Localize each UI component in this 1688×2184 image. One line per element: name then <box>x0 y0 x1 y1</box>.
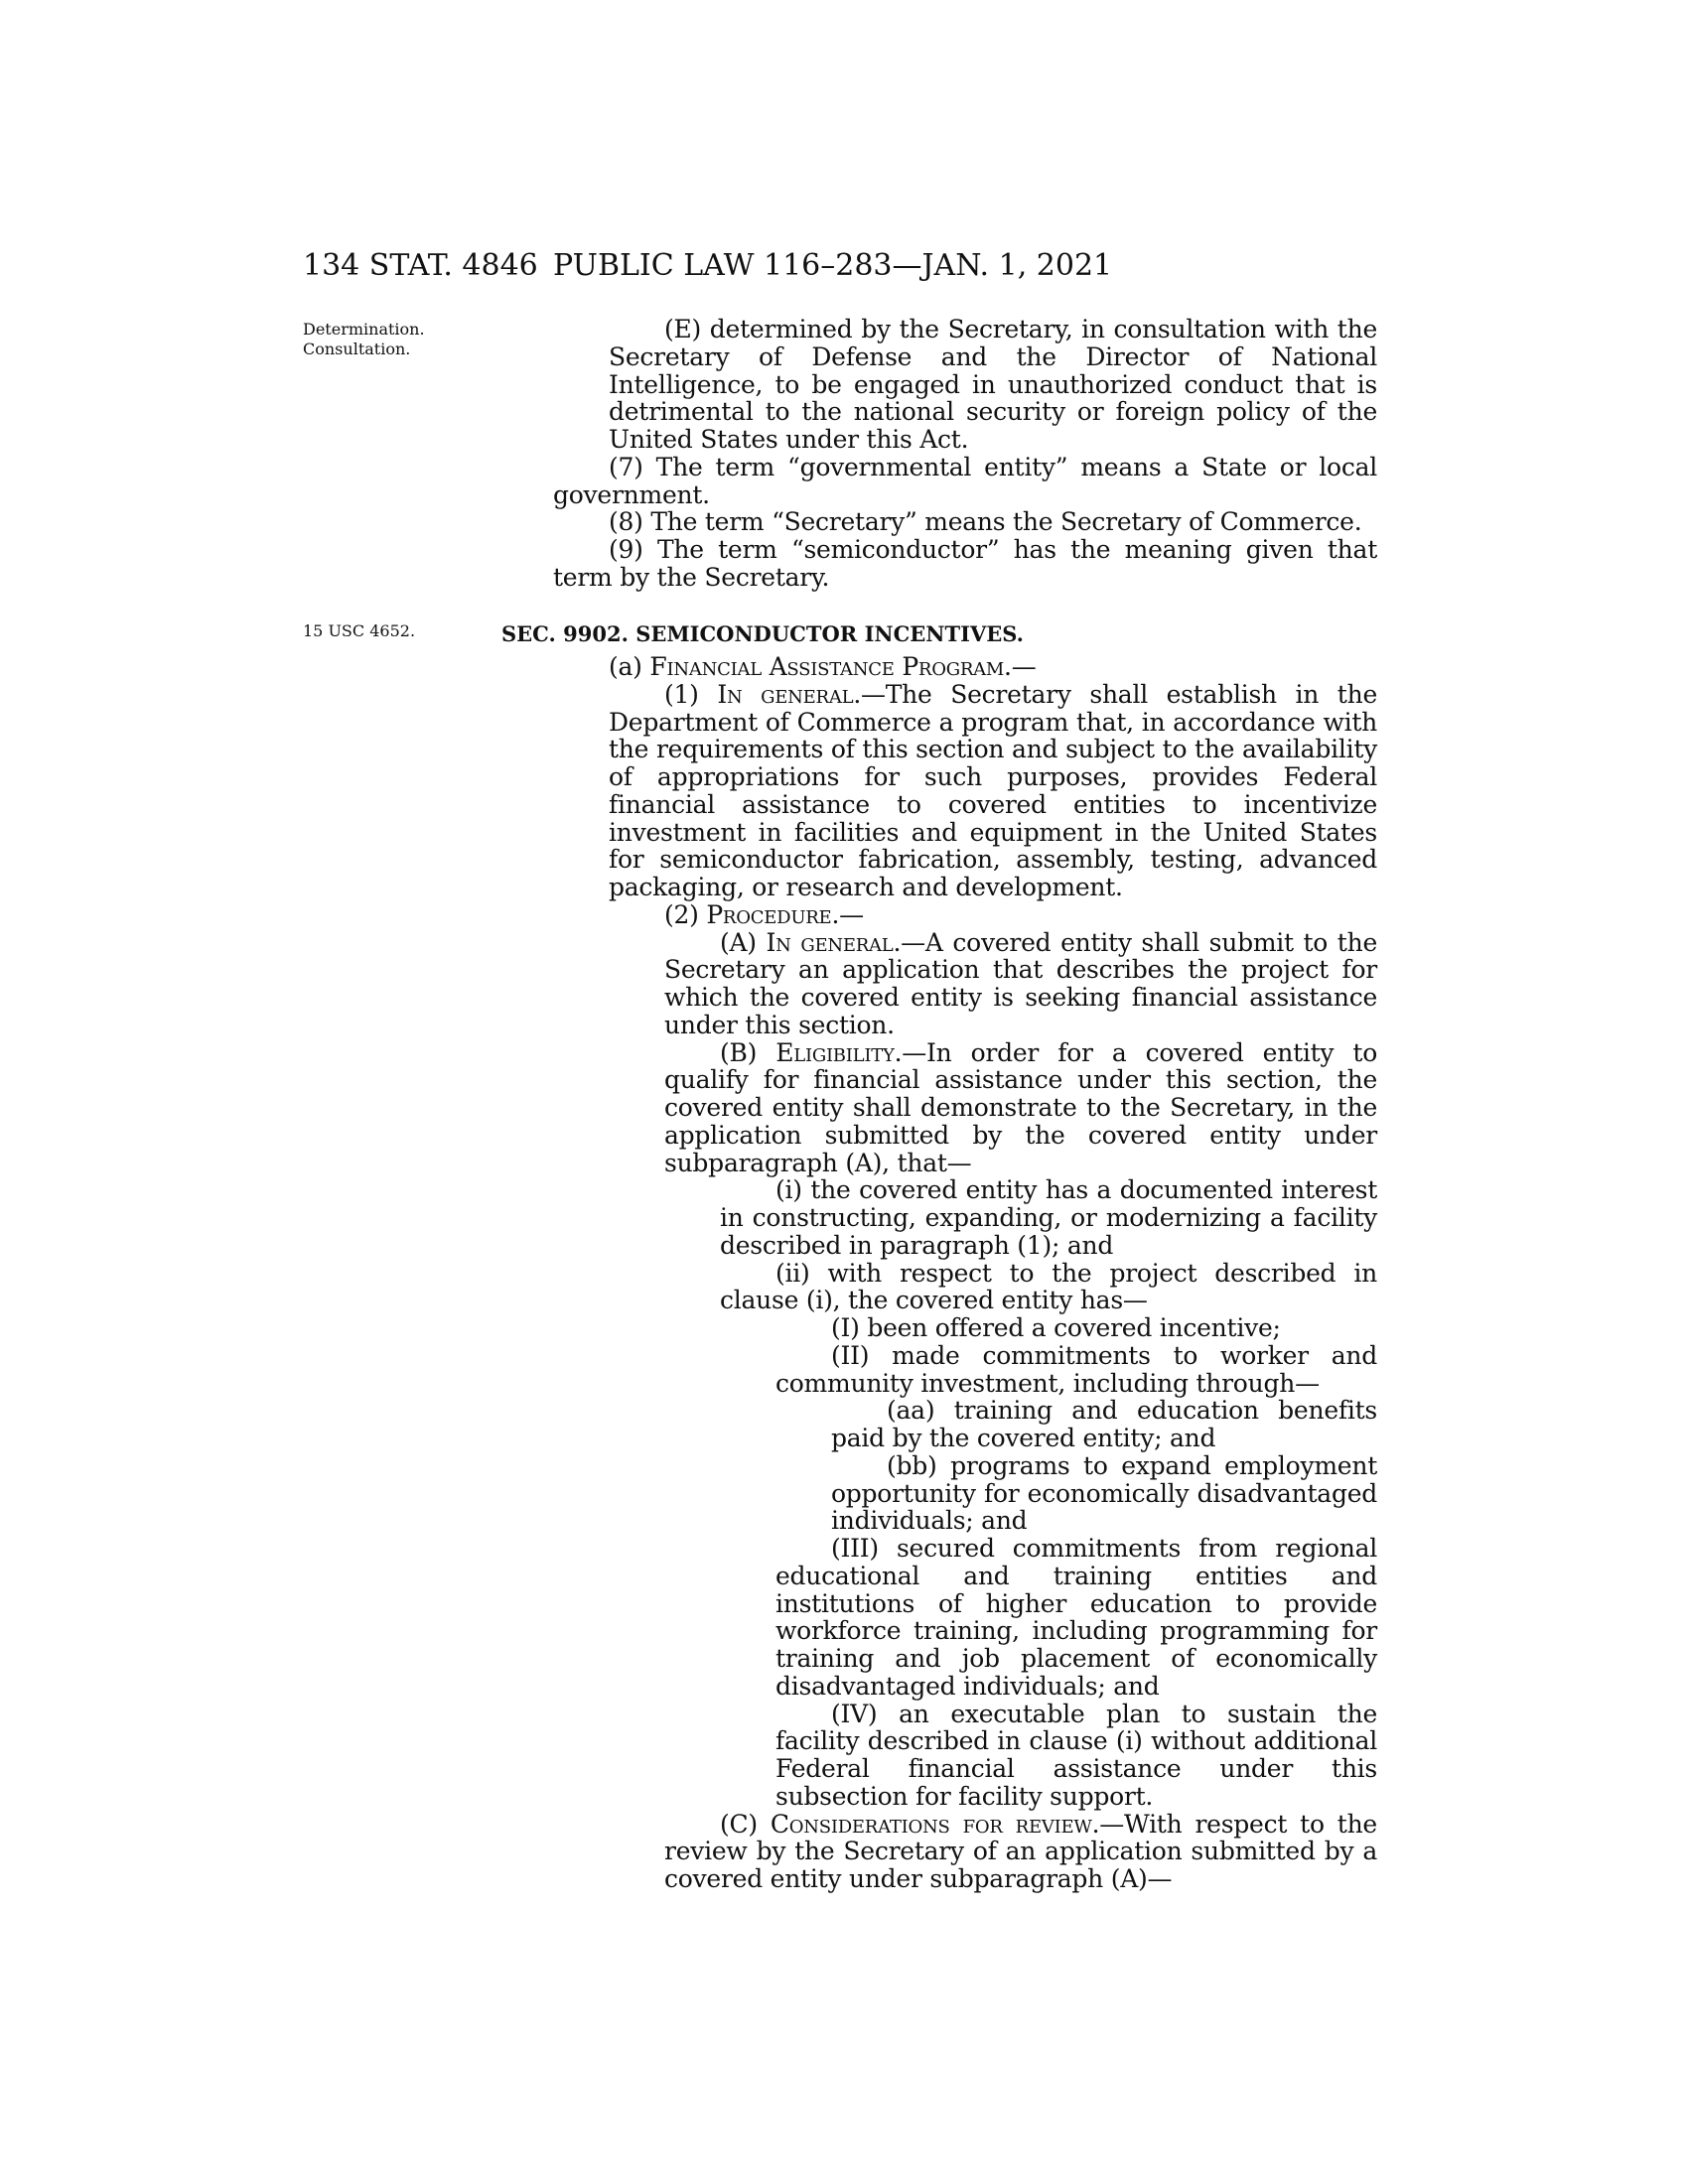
clause-e: (E) determined by the Secretary, in consultation with the Secretary of Defense and the Director of National Intelligence, to be engaged in unauthorized conduct that is detrimental to the national security or foreign policy of the United States under this Act. <box>609 315 1377 454</box>
subparagraph-b-number: (B) <box>720 1037 776 1067</box>
paragraph-2-title: Procedure. <box>706 899 840 929</box>
subsection-a-heading <box>553 653 1377 681</box>
paragraph-2-dash: — <box>839 899 864 929</box>
subparagraph-a-heading: In general <box>766 927 894 957</box>
subparagraph-c <box>553 1811 1377 1893</box>
paragraph-1 <box>553 681 1377 901</box>
margin-note-usc-citation: 15 USC 4652. <box>303 621 416 640</box>
subclause-IV: (IV) an executable plan to sustain the facility described in clause (i) without additional Federal financial assistance under this subsection for facility support. <box>775 1699 1377 1811</box>
section-body <box>553 653 1377 1893</box>
subparagraph-b <box>553 1039 1377 1177</box>
subparagraph-c-heading: Considerations for review <box>770 1809 1092 1839</box>
subparagraph-b-heading: Eligibility <box>775 1037 895 1067</box>
definition-7: (7) The term “governmental entity” means a State or local government. <box>553 452 1377 509</box>
margin-note-consultation: Consultation. <box>303 340 411 358</box>
clause-ii: (ii) with respect to the project described in clause (i), the covered entity has— <box>720 1258 1377 1315</box>
continued-definitions <box>553 316 1377 592</box>
subsection-a-dash: — <box>1011 652 1037 681</box>
item-aa: (aa) training and education benefits paid by the covered entity; and <box>831 1396 1377 1452</box>
subparagraph-c-text: .—With respect to the review by the Secretary of an application submitted by a covered entity under subparagraph (A)— <box>664 1809 1377 1893</box>
subparagraph-a <box>553 929 1377 1039</box>
page-header-title: PUBLIC LAW 116–283—JAN. 1, 2021 <box>553 248 1113 283</box>
paragraph-1-text: .—The Secretary shall establish in the Department of Commerce a program that, in accordance with the requirements of this section and subject to the availability of appropriations for such purposes, provides Federal financial assistance to covered entities to incentivize investment in facilities and equipment in the United States for semiconductor fabrication, assembly, testing, advanced packaging, or research and development. <box>609 679 1378 901</box>
paragraph-1-heading: In general <box>717 679 854 709</box>
subparagraph-a-number: (A) <box>720 927 767 957</box>
paragraph-1-number: (1) <box>664 679 718 709</box>
subsection-a-title: Financial Assistance Program. <box>649 652 1012 681</box>
definition-9: (9) The term “semiconductor” has the meaning given that term by the Secretary. <box>553 535 1377 592</box>
subsection-a-number: (a) <box>609 652 650 681</box>
subclause-I: (I) been offered a covered incentive; <box>831 1313 1281 1342</box>
subclause-II: (II) made commitments to worker and community investment, including through— <box>775 1340 1377 1398</box>
subparagraph-b-text: .—In order for a covered entity to qualify for financial assistance under this section, the covered entity shall demonstrate to the Secretary, in the application submitted by the covered entity under subparagraph (A), that— <box>664 1037 1377 1177</box>
clause-i: (i) the covered entity has a documented interest in constructing, expanding, or modernizing a facility described in paragraph (1); and <box>720 1175 1377 1260</box>
stat-page-reference: 134 STAT. 4846 <box>303 248 538 283</box>
margin-note-determination: Determination. <box>303 320 425 339</box>
paragraph-2-heading <box>553 901 1377 929</box>
paragraph-2-number: (2) <box>664 899 707 929</box>
subclause-III: (III) secured commitments from regional educational and training entities and institutions of higher education to provide workforce training, including programming for training and job placement of economically disadvantaged individuals; and <box>775 1534 1377 1701</box>
subparagraph-a-text: .—A covered entity shall submit to the Secretary an application that describes the project for which the covered entity is seeking financial assistance under this section. <box>664 927 1377 1039</box>
definition-8: (8) The term “Secretary” means the Secretary of Commerce. <box>609 507 1362 537</box>
item-bb: (bb) programs to expand employment opportunity for economically disadvantaged individuals; and <box>831 1450 1377 1536</box>
subparagraph-c-number: (C) <box>720 1809 771 1839</box>
section-heading: SEC. 9902. SEMICONDUCTOR INCENTIVES. <box>501 621 1024 646</box>
